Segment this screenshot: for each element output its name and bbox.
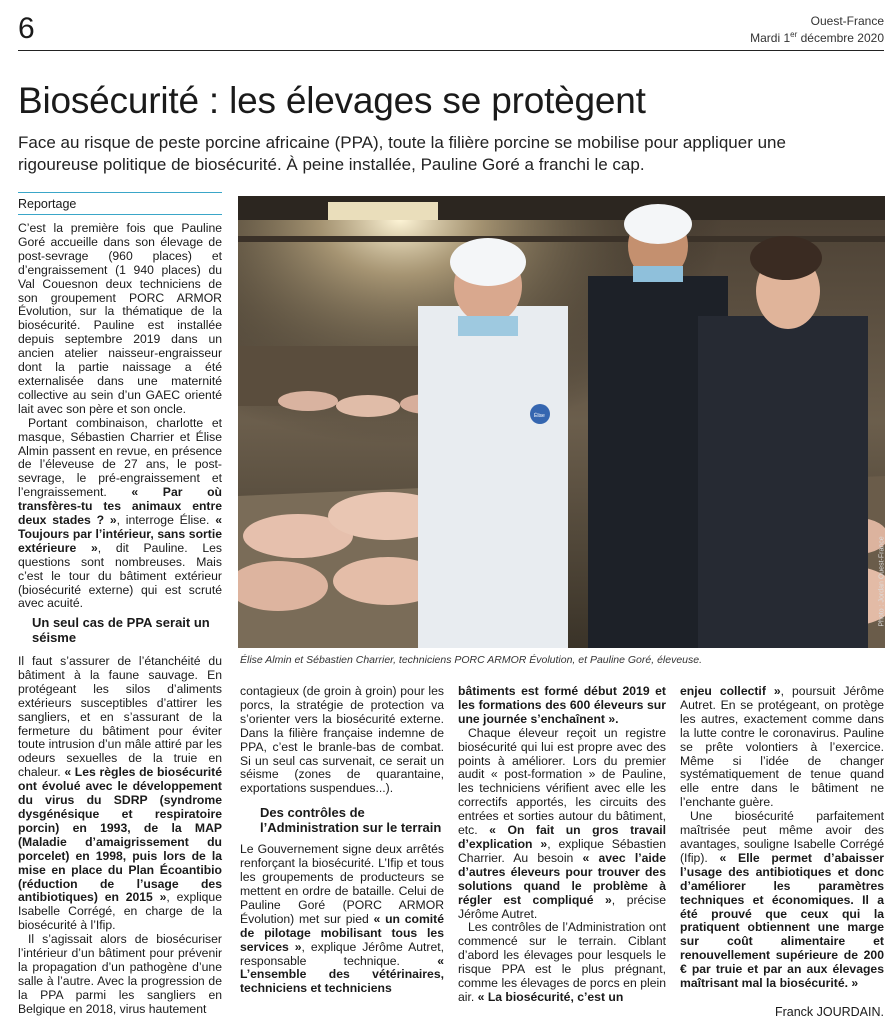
body-paragraph: contagieux (de groin à groin) pour les porcs, la stratégie de protection va s’orienter vers la biosécurité externe. Dans la filière française indemne de PPA, c’est le branle-bas de combat. Si un seul cas survenait, ce serait un séisme (zones de quarantaine, exportations suspendues...). <box>240 684 444 796</box>
page-number: 6 <box>18 12 35 45</box>
body-paragraph: Chaque éleveur reçoit un registre biosécurité qui lui est propre avec des points à améliorer. Lors du premier audit « post-formation » de Pauline, les techniciens vérifient avec elle les correctifs apportés, les circuits des entrées et sorties autour du bâtiment, etc. « On fait un gros travail d’explication », explique Sébastien Charrier. Au besoin « avec l’aide d’autres éleveurs pour trouver des solutions quand le problème à régler est compliqué », précise Jérôme Autret. <box>458 725 666 921</box>
body-paragraph: C’est la première fois que Pauline Goré accueille dans son élevage de post-sevrage (960 places) et d’engraissement (1 940 places) du Val Couesnon deux techniciens de son groupement PORC ARMOR Évolution, sur la thématique de la biosécurité. Pauline est installée depuis septembre 2019 dans un ancien atelier naisseur-engraisseur dont la partie naissage a été externalisée dans une maternité collective au sein d’un GAEC orienté lait avec son père et son oncle. <box>18 221 222 416</box>
photo-illustration <box>238 196 885 648</box>
subheading: Des contrôles de l’Administration sur le terrain <box>260 805 442 836</box>
subheading: Un seul cas de PPA serait un séisme <box>32 615 210 646</box>
header-rule <box>18 50 884 51</box>
body-paragraph: Le Gouvernement signe deux arrêtés renforçant la biosécurité. L’Ifip et tous les groupements de producteurs se mettent en ordre de bataille. Celui de Pauline Goré (PORC ARMOR Évolution) met sur pied « un comité de pilotage mobilisant tous les services », explique Jérôme Autret, responsable technique. « L’ensemble des vétérinaires, techniciens et techniciens <box>240 842 445 996</box>
body-paragraph: enjeu collectif », poursuit Jérôme Autret. En se protégeant, on protège les autres, exactement comme dans la lutte contre le coronavirus. Pauline se prête volontiers à l’exercice. Même si l’idée de changer systématiquement de tenue quand elle entre dans le bâtiment ne l’enchante guère. <box>680 684 884 810</box>
body-paragraph: Il s’agissait alors de biosécuriser l’intérieur d’un bâtiment pour prévenir la propagation d’un pathogène d’une salle à l’autre. Avec la progression de la PPA parmi les sangliers en Belgique en 2018, virus hautement <box>18 932 222 1016</box>
body-paragraph: bâtiments est formé début 2019 et les formations des 600 éleveurs sur une journée s’enchaînent ». <box>458 684 666 726</box>
article-column-2 <box>240 685 444 996</box>
author-signature: Franck JOURDAIN. <box>774 1005 884 1019</box>
publication-name: Ouest-France <box>810 14 884 28</box>
coverall-badge: Élise <box>534 413 545 419</box>
headline: Biosécurité : les élevages se protègent <box>18 80 646 121</box>
kicker-block <box>18 192 222 215</box>
photo-caption: Élise Almin et Sébastien Charrier, techniciens PORC ARMOR Évolution, et Pauline Goré, éleveuse. <box>240 654 703 666</box>
article-photo <box>238 196 885 648</box>
article-column-3 <box>458 685 666 1005</box>
photo-credit-strip <box>876 520 888 648</box>
standfirst: Face au risque de peste porcine africaine (PPA), toute la filière porcine se mobilise pour appliquer une rigoureuse politique de biosécurité. À peine installée, Pauline Goré a franchi le cap. <box>18 133 786 174</box>
kicker-rule <box>18 214 222 215</box>
article-column-1-continued <box>18 655 222 1017</box>
body-paragraph: Les contrôles de l’Administration ont commencé sur le terrain. Ciblant d’abord les élevages pour lesquels le risque PPA est le plus prégnant, comme les élevages de porcs en plein air. « La biosécurité, c’est un <box>458 920 666 1004</box>
body-paragraph: Une biosécurité parfaitement maîtrisée peut même avoir des avantages, souligne Isabelle Corrégé (Ifip). « Elle permet d’abaisser l’usage des antibiotiques et donc d’améliorer les paramètres techniques et économiques. Il a été prouvé que ceux qui la pratiquent obtiennent une marge sur coût alimentaire et renouvellement supérieure de 200 € par truie et par an aux élevages maîtrisant mal la biosécurité. » <box>680 809 884 991</box>
body-paragraph: Il faut s’assurer de l’étanchéité du bâtiment à la faune sauvage. En protégeant les silos d’aliments extérieurs susceptibles d’attirer les sangliers, et en s’assurant de la fermeture du bâtiment pour éviter toute intrusion d’un mâle attiré par les odeurs sexuelles de la truie en chaleur. « Les règles de biosécurité ont évolué avec le développement du virus du SDRP (syndrome dysgénésique et respiratoire porcin) en 1993, de la MAP (Maladie d’amaigrissement du porcelet) en 1998, puis lors de la mise en place du Plan Écoantibio (réduction de l’usage des antibiotiques) en 2015 », explique Isabelle Corrégé, en charge de la biosécurité à l’Ifip. <box>18 654 222 933</box>
article-column-4 <box>680 685 884 991</box>
article-column-1 <box>18 222 222 645</box>
kicker-label: Reportage <box>18 197 77 211</box>
masthead <box>750 14 884 45</box>
body-paragraph: Portant combinaison, charlotte et masque, Sébastien Charrier et Élise Almin passent en revue, en présence de l’éleveuse de 27 ans, le post-sevrage, le pré-engraissement et l’engraissement. « Par où transfères-tu tes animaux entre deux stades ? », interroge Élise. « Toujours par l’intérieur, sans sortie extérieure », dit Pauline. Les questions sont nombreuses. Mais c’est le tour du bâtiment extérieur (biosécurité externe) qui est scruté avec acuité. <box>18 415 222 611</box>
photo-credit: Photo : Jordan Ouest-France <box>878 536 886 627</box>
issue-date: Mardi 1er décembre 2020 <box>750 30 884 45</box>
